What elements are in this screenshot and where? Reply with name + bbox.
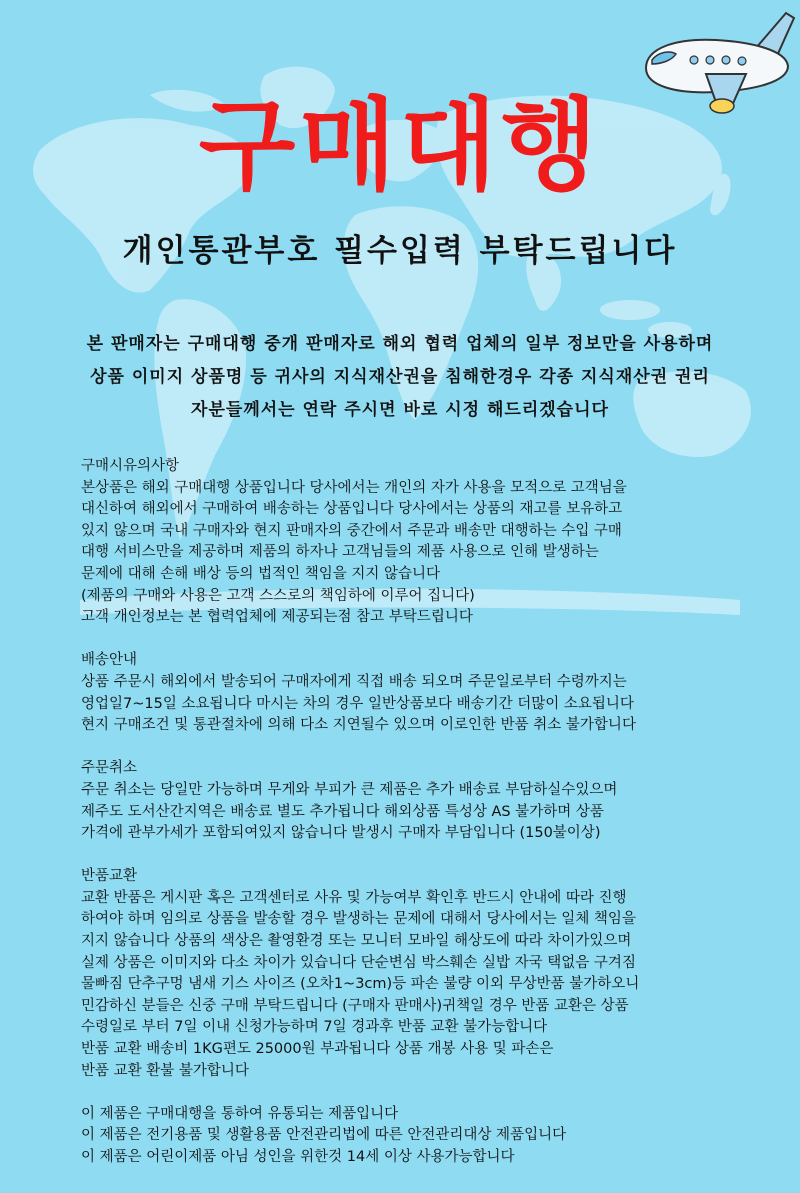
text-line: 수령일로 부터 7일 이내 신청가능하며 7일 경과후 반품 교환 불가능합니다 — [81, 1019, 548, 1036]
section-product-info — [81, 1104, 781, 1169]
page-title: 구매대행 — [198, 87, 602, 204]
text-line: 이 제품은 전기용품 및 생활용품 안전관리법에 따른 안전관리대상 제품입니다 — [81, 1127, 567, 1144]
section-heading: 구매시유의사항 — [81, 458, 180, 474]
text-line: 민감하신 분들은 신중 구매 부탁드립니다 (구매자 판매사)귀책일 경우 반품 교환은 상품 — [81, 997, 629, 1014]
section-returns — [81, 866, 781, 1082]
text-line: 현지 구매조건 및 통관절차에 의해 다소 지연될수 있으며 이로인한 반품 취소 불가합니다 — [81, 717, 636, 734]
text-line: 영업일7~15일 소요됩니다 마시는 차의 경우 일반상품보다 배송기간 더많이 소요됩니다 — [81, 695, 634, 712]
text-line: 제주도 도서산간지역은 배송료 별도 추가됩니다 해외상품 특성상 AS 불가하며 상품 — [81, 803, 604, 820]
text-line: 주문 취소는 당일만 가능하며 무게와 부피가 큰 제품은 추가 배송료 부담하실수있으며 — [81, 781, 618, 798]
text-line: 실제 상품은 이미지와 다소 차이가 있습니다 단순변심 박스훼손 실밥 자국 택없음 구겨짐 — [81, 954, 636, 971]
text-line: 반품 교환 환불 불가합니다 — [81, 1062, 249, 1079]
text-line: 고객 개인정보는 본 협력업체에 제공되는점 참고 부탁드립니다 — [81, 609, 473, 626]
section-purchase-notes — [81, 456, 781, 629]
text-line: 있지 않으며 국내 구매자와 현지 판매자의 중간에서 주문과 배송만 대행하는 수입 구매 — [81, 522, 622, 539]
section-cancellation — [81, 758, 781, 844]
notice-line: 상품 이미지 상품명 등 귀사의 지식재산권을 침해한경우 각종 지식재산권 권리 — [90, 367, 710, 387]
text-line: 대행 서비스만을 제공하며 제품의 하자나 고객님들의 제품 사용으로 인해 발생하는 — [81, 544, 599, 561]
section-shipping — [81, 650, 781, 736]
page-subtitle: 개인통관부호 필수입력 부탁드립니다 — [122, 233, 678, 269]
text-line: 교환 반품은 게시판 혹은 고객센터로 사유 및 가능여부 확인후 반드시 안내에 따라 진행 — [81, 889, 627, 906]
text-line: 본상품은 해외 구매대행 상품입니다 당사에서는 개인의 자가 사용을 모적으로 고객님을 — [81, 479, 627, 496]
ip-notice — [20, 328, 780, 427]
section-heading: 배송안내 — [81, 652, 138, 669]
text-line: 이 제품은 구매대행을 통하여 유통되는 제품입니다 — [81, 1105, 399, 1122]
text-line: 가격에 관부가세가 포함되여있지 않습니다 발생시 구매자 부담입니다 (150불이상) — [81, 825, 601, 842]
text-line: 지지 않습니다 상품의 색상은 촬영환경 또는 모니터 모바일 해상도에 따라 차이가있으며 — [81, 933, 632, 950]
text-line: 대신하여 해외에서 구매하여 배송하는 상품입니다 당사에서는 상품의 재고를 보유하고 — [81, 501, 623, 518]
text-line: 하여야 하며 임의로 상품을 발송할 경우 발생하는 문제에 대해서 당사에서는 일체 책임을 — [81, 911, 636, 928]
text-line: 이 제품은 어린이제품 아님 성인을 위한것 14세 이상 사용가능합니다 — [81, 1149, 515, 1165]
section-heading: 주문취소 — [81, 760, 138, 777]
text-line: 반품 교환 배송비 1KG편도 25000원 부과됩니다 상품 개봉 사용 및 파손은 — [81, 1041, 554, 1058]
section-heading: 반품교환 — [81, 868, 138, 885]
policy-content — [81, 456, 781, 1190]
text-line: (제품의 구매와 사용은 고객 스스로의 책임하에 이루어 집니다) — [81, 587, 475, 604]
notice-line: 자분들께서는 연락 주시면 바로 시정 해드리겠습니다 — [191, 400, 609, 420]
text-line: 문제에 대해 손해 배상 등의 법적인 책임을 지지 않습니다 — [81, 565, 441, 582]
notice-line: 본 판매자는 구매대행 중개 판매자로 해외 협력 업체의 일부 정보만을 사용하며 — [86, 334, 714, 354]
text-line: 물빠짐 단추구멍 냄새 기스 사이즈 (오차1~3cm)등 파손 불량 이외 무상반품 불가하오니 — [81, 976, 640, 993]
text-line: 상품 주문시 해외에서 발송되어 구매자에게 직접 배송 되오며 주문일로부터 수령까지는 — [81, 673, 627, 690]
